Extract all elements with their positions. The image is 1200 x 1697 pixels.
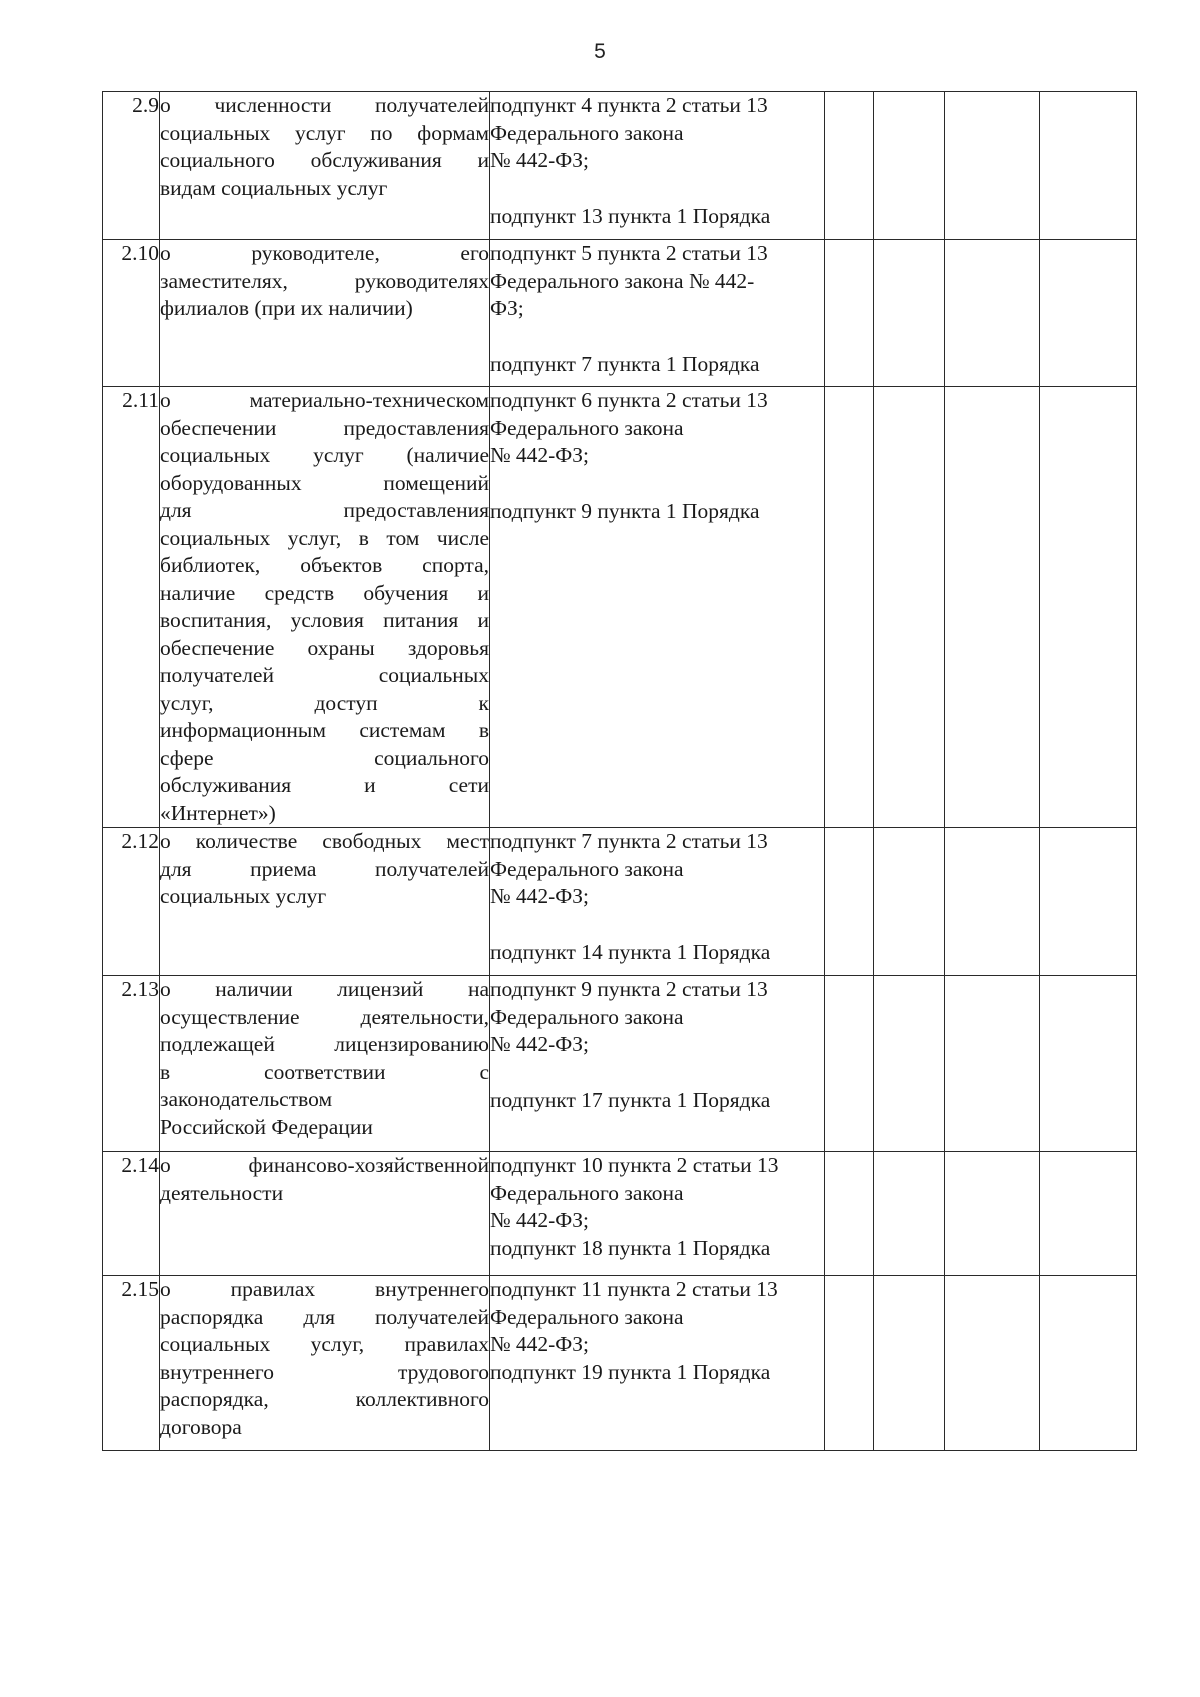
description-line: в соответствии с [160,1059,489,1084]
order-reference: подпункт 7 пункта 1 Порядка [490,351,760,376]
row-legal-reference [490,1276,825,1451]
law-reference-line: Федерального закона [490,415,684,440]
order-reference: подпункт 9 пункта 1 Порядка [490,498,760,523]
row-description [160,92,490,240]
description-line: о количестве свободных мест [160,829,489,853]
table-row [103,1276,1137,1451]
row-description [160,387,490,828]
description-line: законодательством [160,1087,333,1111]
order-reference: подпункт 17 пункта 1 Порядка [490,1087,771,1112]
row-legal-reference [490,828,825,976]
description-line: обеспечении предоставления [160,415,489,440]
empty-cell [945,976,1040,1152]
order-reference: подпункт 14 пункта 1 Порядка [490,939,771,964]
empty-cell [874,92,945,240]
empty-cell [825,240,874,387]
empty-cell [1040,1152,1137,1276]
table-row [103,387,1137,828]
empty-cell [825,92,874,240]
empty-cell [1040,240,1137,387]
description-line: социальных услуг (наличие [160,443,489,467]
row-description [160,1152,490,1276]
description-line: информационным системам в [160,718,489,742]
empty-cell [825,828,874,976]
description-line: социального обслуживания и [160,148,489,172]
empty-cell [1040,92,1137,240]
table-row [103,976,1137,1152]
description-line: филиалов (при их наличии) [160,296,413,320]
row-legal-reference [490,387,825,828]
row-number: 2.10 [103,240,160,387]
table-row [103,92,1137,240]
empty-cell [945,240,1040,387]
law-reference-line: Федерального закона [490,120,684,145]
document-table [102,91,1137,1451]
description-line: сфере социального [160,745,489,770]
description-line: распорядка, коллективного [160,1387,489,1411]
row-legal-reference [490,976,825,1152]
law-reference-line: подпункт 9 пункта 2 статьи 13 [490,977,768,1001]
description-line: оборудованных помещений [160,470,489,495]
description-line: обеспечение охраны здоровья [160,635,489,660]
description-line: Российской Федерации [160,1114,373,1139]
row-description [160,976,490,1152]
empty-cell [874,976,945,1152]
row-number: 2.12 [103,828,160,976]
row-legal-reference [490,240,825,387]
description-line: о материально-техническом [160,388,489,412]
description-line: договора [160,1414,242,1439]
page-number: 5 [594,40,606,63]
empty-cell [825,1276,874,1451]
empty-cell [1040,976,1137,1152]
order-reference: подпункт 13 пункта 1 Порядка [490,203,771,228]
description-line: социальных услуг, правилах [160,1332,489,1356]
empty-cell [874,828,945,976]
row-legal-reference [490,92,825,240]
description-line: для приема получателей [160,856,489,881]
empty-cell [1040,1276,1137,1451]
row-number: 2.9 [103,92,160,240]
law-reference-line: подпункт 11 пункта 2 статьи 13 [490,1277,778,1301]
description-line: социальных услуг по формам [160,120,489,145]
law-reference-line: Федерального закона [490,1004,684,1029]
law-reference-line: подпункт 4 пункта 2 статьи 13 [490,93,768,117]
description-line: социальных услуг [160,884,327,908]
row-number: 2.14 [103,1152,160,1276]
description-line: о наличии лицензий на [160,977,489,1001]
empty-cell [825,1152,874,1276]
empty-cell [945,1276,1040,1451]
description-line: внутреннего трудового [160,1359,489,1384]
row-legal-reference [490,1152,825,1276]
law-reference-line: Федерального закона [490,1180,684,1205]
table-row [103,828,1137,976]
law-reference-line: № 442-ФЗ; [490,884,590,908]
row-description [160,1276,490,1451]
law-reference-line: ФЗ; [490,296,524,320]
description-line: распорядка для получателей [160,1304,489,1329]
row-number: 2.13 [103,976,160,1152]
description-line: деятельности [160,1180,284,1205]
row-description [160,828,490,976]
description-line: о правилах внутреннего [160,1277,489,1301]
row-number: 2.15 [103,1276,160,1451]
law-reference-line: Федерального закона [490,1304,684,1329]
empty-cell [945,1152,1040,1276]
empty-cell [874,1152,945,1276]
description-line: о численности получателей [160,93,489,117]
empty-cell [1040,387,1137,828]
law-reference-line: № 442-ФЗ; [490,1032,590,1056]
empty-cell [1040,828,1137,976]
empty-cell [825,387,874,828]
description-line: социальных услуг, в том числе [160,525,489,550]
law-reference-line: № 442-ФЗ; [490,1332,590,1356]
description-line: о руководителе, его [160,241,489,265]
description-line: о финансово-хозяйственной [160,1153,489,1177]
order-reference: подпункт 19 пункта 1 Порядка [490,1359,771,1384]
empty-cell [825,976,874,1152]
law-reference-line: подпункт 7 пункта 2 статьи 13 [490,829,768,853]
description-line: наличие средств обучения и [160,580,489,605]
row-description [160,240,490,387]
description-line: воспитания, условия питания и [160,608,489,632]
row-number: 2.11 [103,387,160,828]
description-line: получателей социальных [160,663,489,687]
law-reference-line: подпункт 6 пункта 2 статьи 13 [490,388,768,412]
description-line: «Интернет») [160,800,276,825]
law-reference-line: № 442-ФЗ; [490,148,590,172]
law-reference-line: Федерального закона № 442- [490,268,755,293]
law-reference-line: подпункт 5 пункта 2 статьи 13 [490,241,768,265]
description-line: заместителях, руководителях [160,268,489,293]
description-line: обслуживания и сети [160,773,489,797]
description-line: видам социальных услуг [160,175,388,200]
empty-cell [874,1276,945,1451]
law-reference-line: подпункт 10 пункта 2 статьи 13 [490,1153,779,1177]
description-line: для предоставления [160,498,489,522]
description-line: библиотек, объектов спорта, [160,553,489,577]
table-row [103,1152,1137,1276]
empty-cell [945,828,1040,976]
empty-cell [945,387,1040,828]
description-line: услуг, доступ к [160,690,489,715]
law-reference-line: № 442-ФЗ; [490,1208,590,1232]
empty-cell [874,387,945,828]
empty-cell [945,92,1040,240]
law-reference-line: Федерального закона [490,856,684,881]
law-reference-line: № 442-ФЗ; [490,443,590,467]
description-line: подлежащей лицензированию [160,1032,489,1056]
description-line: осуществление деятельности, [160,1004,489,1029]
empty-cell [874,240,945,387]
table-row [103,240,1137,387]
order-reference: подпункт 18 пункта 1 Порядка [490,1235,771,1260]
